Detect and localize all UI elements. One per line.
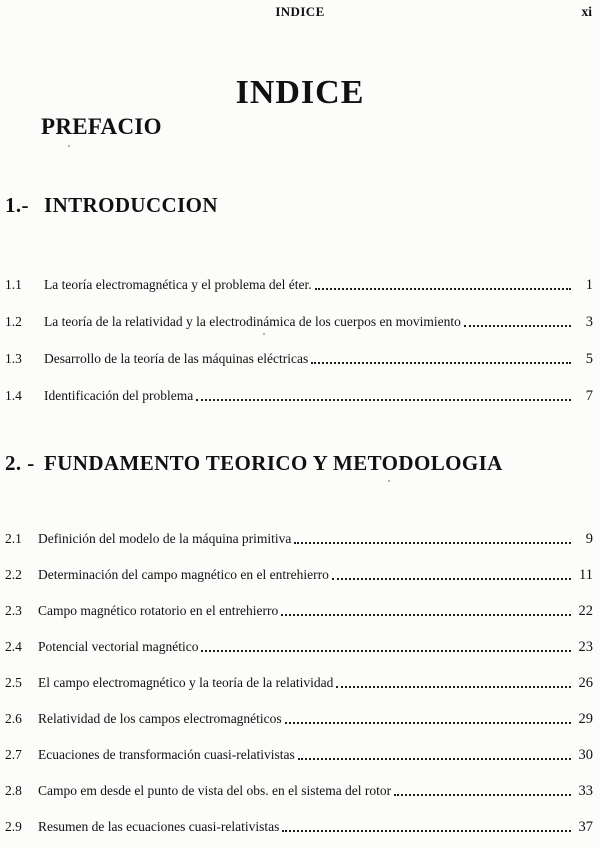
toc-entry-page: 29 — [578, 711, 593, 727]
toc-entry-title: Definición del modelo de la máquina primitiva — [38, 531, 292, 546]
toc-entry-title: Relatividad de los campos electromagnéticos — [38, 711, 282, 726]
dotted-leader — [285, 722, 571, 724]
toc-entry — [5, 817, 593, 837]
toc-entry-page: 3 — [585, 314, 593, 330]
page-number-folio: xi — [581, 4, 592, 19]
toc-entry-page: 5 — [585, 351, 593, 367]
toc-entry-title: Potencial vectorial magnético — [38, 639, 199, 654]
toc-entry-page: 1 — [585, 277, 593, 293]
prefacio-heading: PREFACIO — [41, 114, 162, 139]
toc-entry — [5, 781, 593, 801]
toc-entry — [5, 312, 593, 332]
section-title: INTRODUCCION — [44, 193, 218, 217]
toc-entry-title: Campo magnético rotatorio en el entrehierro — [38, 603, 279, 618]
toc-entry — [5, 349, 593, 369]
section-number: 2. - — [5, 451, 35, 475]
section-fundamento-teorico — [5, 450, 593, 849]
toc-entry-number: 2.8 — [5, 783, 22, 798]
toc-list — [5, 529, 593, 837]
toc-entry-page: 37 — [578, 819, 593, 835]
toc-entry-title: Identificación del problema — [44, 388, 194, 403]
toc-entry — [5, 673, 593, 693]
toc-entry-title: El campo electromagnético y la teoría de la relatividad — [38, 675, 334, 690]
toc-entry — [5, 275, 593, 295]
toc-entry-title: Determinación del campo magnético en el entrehierro — [38, 567, 329, 582]
section-heading — [5, 450, 593, 476]
toc-entry-title: Ecuaciones de transformación cuasi-relativistas — [38, 747, 295, 762]
dotted-leader — [201, 650, 571, 652]
toc-entry-number: 2.7 — [5, 747, 22, 762]
dotted-leader — [282, 830, 571, 832]
dotted-leader — [394, 794, 571, 796]
toc-entry-page: 9 — [585, 531, 593, 547]
dotted-leader — [336, 686, 571, 688]
toc-entry-title: La teoría de la relatividad y la electrodinámica de los cuerpos en movimiento — [44, 314, 461, 329]
dotted-leader — [315, 288, 571, 290]
scan-speck — [388, 480, 390, 482]
toc-entry-page: 30 — [578, 747, 593, 763]
section-title: FUNDAMENTO TEORICO Y METODOLOGIA — [44, 451, 503, 475]
toc-entry-page: 26 — [578, 675, 593, 691]
dotted-leader — [298, 758, 571, 760]
dotted-leader — [294, 542, 571, 544]
scan-speck — [263, 333, 265, 335]
toc-entry-number: 2.5 — [5, 675, 22, 690]
section-introduccion — [5, 192, 593, 423]
toc-entry-number: 2.3 — [5, 603, 22, 618]
section-number: 1.- — [5, 193, 29, 217]
toc-entry — [5, 386, 593, 406]
toc-entry — [5, 637, 593, 657]
toc-entry — [5, 745, 593, 765]
dotted-leader — [196, 399, 571, 401]
toc-entry-title: La teoría electromagnética y el problema del éter. — [44, 277, 312, 292]
toc-entry-page: 23 — [578, 639, 593, 655]
toc-entry — [5, 529, 593, 549]
toc-entry — [5, 565, 593, 585]
toc-entry — [5, 709, 593, 729]
toc-entry-page: 33 — [578, 783, 593, 799]
toc-entry-number: 2.9 — [5, 819, 22, 834]
dotted-leader — [464, 325, 571, 327]
toc-entry-title: Desarrollo de la teoría de las máquinas eléctricas — [44, 351, 309, 366]
toc-entry-number: 2.2 — [5, 567, 22, 582]
toc-entry-number: 2.4 — [5, 639, 22, 654]
toc-entry-number: 1.1 — [5, 277, 22, 292]
dotted-leader — [281, 614, 571, 616]
toc-entry-number: 1.2 — [5, 314, 22, 329]
toc-entry-number: 1.3 — [5, 351, 22, 366]
toc-entry-number: 2.6 — [5, 711, 22, 726]
toc-entry-page: 22 — [578, 603, 593, 619]
toc-entry-number: 2.1 — [5, 531, 22, 546]
scan-speck — [68, 145, 70, 147]
dotted-leader — [311, 362, 571, 364]
toc-entry-number: 1.4 — [5, 388, 22, 403]
toc-entry-page: 11 — [579, 567, 593, 583]
toc-entry-page: 7 — [585, 388, 593, 404]
toc-list — [5, 275, 593, 406]
section-heading — [5, 192, 593, 218]
running-header: INDICE — [275, 4, 325, 19]
toc-entry-title: Resumen de las ecuaciones cuasi-relativistas — [38, 819, 280, 834]
toc-entry — [5, 601, 593, 621]
toc-entry-title: Campo em desde el punto de vista del obs. en el sistema del rotor — [38, 783, 392, 798]
page-title: INDICE — [235, 74, 365, 111]
dotted-leader — [332, 578, 571, 580]
